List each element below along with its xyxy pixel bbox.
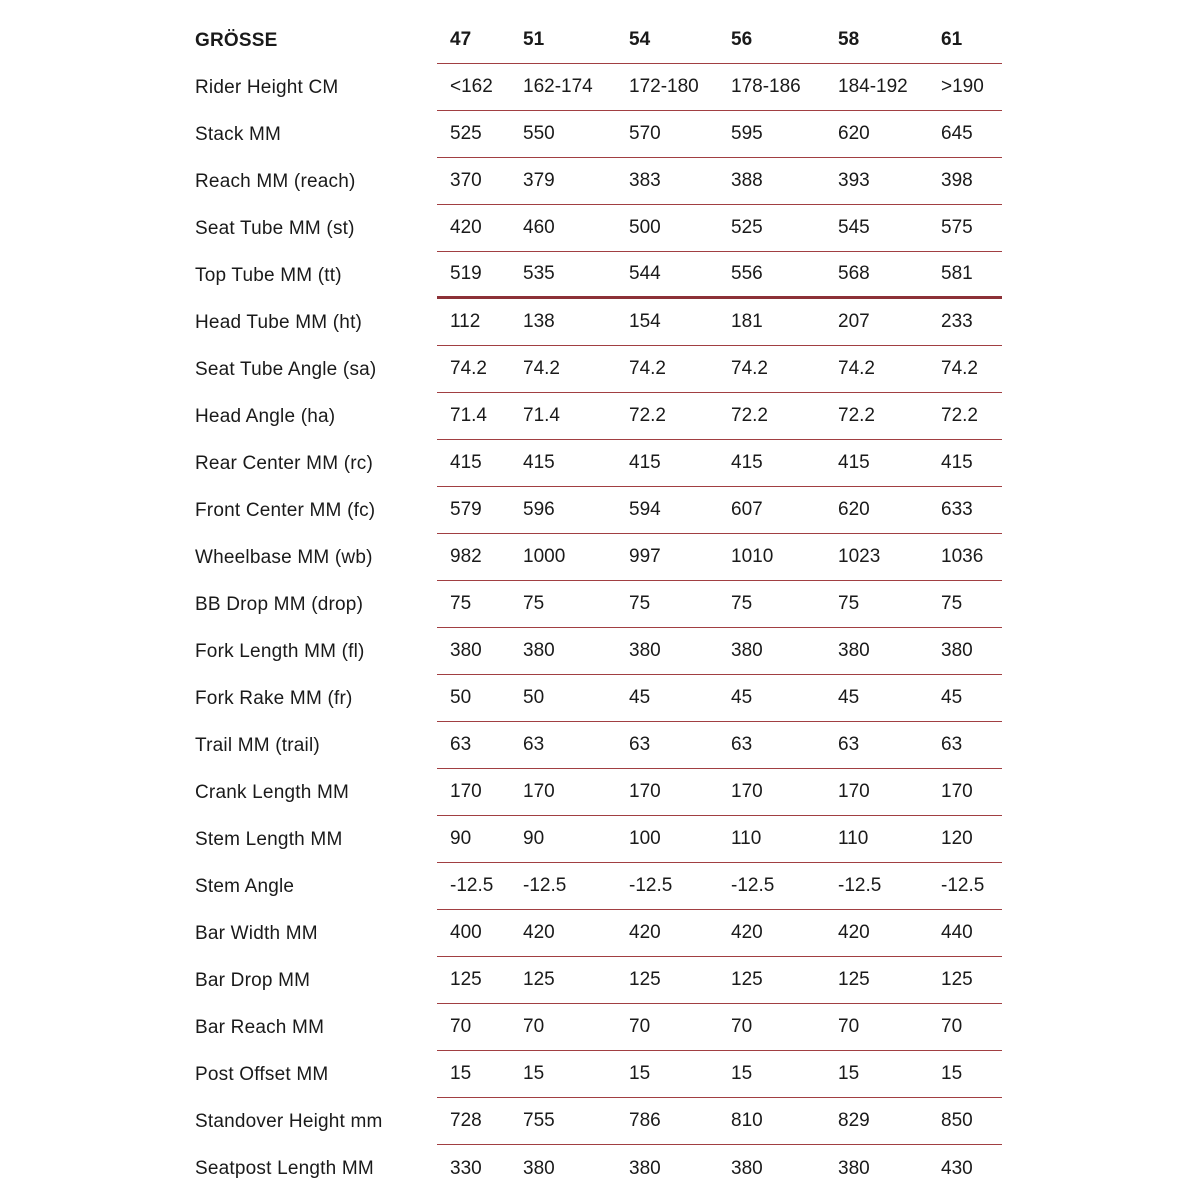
cell-value: 72.2 xyxy=(838,405,875,426)
size-column-header: 61 xyxy=(941,29,963,50)
cell-value: -12.5 xyxy=(450,875,494,896)
cell-value: 63 xyxy=(731,734,753,755)
row-label: Stack MM xyxy=(195,123,282,145)
cell-value: 420 xyxy=(838,922,870,943)
row-label: Bar Width MM xyxy=(195,922,318,944)
row-values xyxy=(437,111,1002,158)
cell-value: 620 xyxy=(838,499,870,520)
row-label: Front Center MM (fc) xyxy=(195,499,376,521)
cell-value: <162 xyxy=(450,76,493,97)
table-row xyxy=(195,722,1002,769)
cell-value: 380 xyxy=(731,640,763,661)
row-label: Wheelbase MM (wb) xyxy=(195,546,373,568)
row-values xyxy=(437,534,1002,581)
cell-value: 393 xyxy=(838,170,870,191)
cell-value: 75 xyxy=(629,593,651,614)
cell-value: 170 xyxy=(629,781,661,802)
cell-value: 755 xyxy=(523,1110,555,1131)
cell-value: 71.4 xyxy=(523,405,560,426)
size-column-header: 47 xyxy=(450,29,472,50)
cell-value: 50 xyxy=(523,687,545,708)
row-label: Post Offset MM xyxy=(195,1063,329,1085)
cell-value: 415 xyxy=(731,452,763,473)
cell-value: 850 xyxy=(941,1110,973,1131)
row-label: Stem Angle xyxy=(195,875,295,897)
row-values xyxy=(437,957,1002,1004)
cell-value: 415 xyxy=(629,452,661,473)
row-values xyxy=(437,581,1002,628)
cell-value: 162-174 xyxy=(523,76,593,97)
cell-value: 45 xyxy=(629,687,651,708)
cell-value: 170 xyxy=(941,781,973,802)
row-values xyxy=(437,863,1002,910)
cell-value: 112 xyxy=(450,311,481,332)
row-label: BB Drop MM (drop) xyxy=(195,593,364,615)
row-values xyxy=(437,1145,1002,1192)
row-label: Head Angle (ha) xyxy=(195,405,336,427)
cell-value: 72.2 xyxy=(629,405,666,426)
cell-value: 388 xyxy=(731,170,763,191)
cell-value: 380 xyxy=(838,1157,870,1179)
cell-value: 110 xyxy=(731,828,762,849)
cell-value: 75 xyxy=(450,593,472,614)
table-row xyxy=(195,581,1002,628)
cell-value: 125 xyxy=(731,969,763,990)
row-values xyxy=(437,910,1002,957)
cell-value: 50 xyxy=(450,687,472,708)
cell-value: 982 xyxy=(450,546,482,567)
row-label: Crank Length MM xyxy=(195,781,350,803)
cell-value: 110 xyxy=(838,828,869,849)
cell-value: 370 xyxy=(450,170,482,191)
size-header-values xyxy=(437,17,1002,64)
table-row xyxy=(195,1098,1002,1145)
cell-value: 645 xyxy=(941,123,973,144)
cell-value: 810 xyxy=(731,1110,763,1131)
cell-value: 15 xyxy=(629,1063,651,1084)
cell-value: 420 xyxy=(523,922,555,943)
cell-value: 380 xyxy=(941,640,973,661)
table-row xyxy=(195,487,1002,534)
table-row xyxy=(195,64,1002,111)
table-row xyxy=(195,440,1002,487)
cell-value: 330 xyxy=(450,1157,482,1179)
cell-value: 63 xyxy=(838,734,860,755)
cell-value: 430 xyxy=(941,1157,973,1179)
row-values xyxy=(437,299,1002,346)
row-values xyxy=(437,64,1002,111)
cell-value: 997 xyxy=(629,546,661,567)
row-values xyxy=(437,440,1002,487)
cell-value: 596 xyxy=(523,499,555,520)
cell-value: 380 xyxy=(523,1157,555,1179)
row-label: Bar Drop MM xyxy=(195,969,311,991)
cell-value: 15 xyxy=(941,1063,963,1084)
cell-value: 74.2 xyxy=(731,358,768,379)
table-row xyxy=(195,1145,1002,1192)
table-row xyxy=(195,769,1002,816)
cell-value: 525 xyxy=(731,217,763,238)
cell-value: 72.2 xyxy=(941,405,978,426)
row-values xyxy=(437,1098,1002,1145)
cell-value: 535 xyxy=(523,263,555,284)
cell-value: 525 xyxy=(450,123,482,144)
cell-value: 380 xyxy=(629,1157,661,1179)
table-row xyxy=(195,863,1002,910)
cell-value: 544 xyxy=(629,263,661,284)
cell-value: 184-192 xyxy=(838,76,908,97)
cell-value: 138 xyxy=(523,311,555,332)
row-label: Stem Length MM xyxy=(195,828,343,850)
row-label: Fork Rake MM (fr) xyxy=(195,687,353,709)
row-label: Rider Height CM xyxy=(195,76,339,98)
cell-value: 579 xyxy=(450,499,482,520)
cell-value: 398 xyxy=(941,170,973,191)
cell-value: 383 xyxy=(629,170,661,191)
cell-value: 74.2 xyxy=(450,358,487,379)
cell-value: 154 xyxy=(629,311,661,332)
cell-value: 45 xyxy=(838,687,860,708)
cell-value: 75 xyxy=(838,593,860,614)
table-row xyxy=(195,346,1002,393)
cell-value: 415 xyxy=(941,452,973,473)
table-row xyxy=(195,158,1002,205)
row-values xyxy=(437,675,1002,722)
cell-value: 15 xyxy=(450,1063,472,1084)
cell-value: 595 xyxy=(731,123,763,144)
table-row xyxy=(195,816,1002,863)
cell-value: 633 xyxy=(941,499,973,520)
cell-value: 380 xyxy=(838,640,870,661)
row-label: Seat Tube MM (st) xyxy=(195,217,355,239)
row-label: Head Tube MM (ht) xyxy=(195,311,363,333)
cell-value: 420 xyxy=(629,922,661,943)
table-row xyxy=(195,957,1002,1004)
cell-value: 71.4 xyxy=(450,405,487,426)
table-row xyxy=(195,299,1002,346)
cell-value: >190 xyxy=(941,76,984,97)
cell-value: 500 xyxy=(629,217,661,238)
cell-value: 90 xyxy=(523,828,545,849)
cell-value: 460 xyxy=(523,217,555,238)
cell-value: 594 xyxy=(629,499,661,520)
size-column-header: 58 xyxy=(838,29,860,50)
cell-value: 15 xyxy=(838,1063,860,1084)
table-row xyxy=(195,675,1002,722)
cell-value: 400 xyxy=(450,922,482,943)
cell-value: 63 xyxy=(941,734,963,755)
cell-value: 125 xyxy=(450,969,482,990)
cell-value: 440 xyxy=(941,922,973,943)
table-row xyxy=(195,628,1002,675)
cell-value: 1023 xyxy=(838,546,881,567)
cell-value: 380 xyxy=(523,640,555,661)
cell-value: 125 xyxy=(629,969,661,990)
row-label: Standover Height mm xyxy=(195,1110,383,1132)
cell-value: 556 xyxy=(731,263,763,284)
cell-value: 15 xyxy=(523,1063,545,1084)
row-values xyxy=(437,1051,1002,1098)
cell-value: 75 xyxy=(941,593,963,614)
cell-value: 120 xyxy=(941,828,973,849)
cell-value: 415 xyxy=(523,452,555,473)
cell-value: 74.2 xyxy=(523,358,560,379)
size-column-header: 56 xyxy=(731,29,753,50)
row-values xyxy=(437,628,1002,675)
cell-value: 125 xyxy=(523,969,555,990)
cell-value: 519 xyxy=(450,263,482,284)
cell-value: -12.5 xyxy=(629,875,673,896)
row-label: Reach MM (reach) xyxy=(195,170,356,192)
row-values xyxy=(437,1004,1002,1051)
row-values xyxy=(437,393,1002,440)
row-values xyxy=(437,816,1002,863)
table-row xyxy=(195,1004,1002,1051)
cell-value: 1036 xyxy=(941,546,984,567)
cell-value: 63 xyxy=(450,734,472,755)
cell-value: 550 xyxy=(523,123,555,144)
cell-value: 233 xyxy=(941,311,973,332)
cell-value: 570 xyxy=(629,123,661,144)
row-label: Seatpost Length MM xyxy=(195,1157,374,1179)
table-row xyxy=(195,393,1002,440)
row-label: Fork Length MM (fl) xyxy=(195,640,365,662)
cell-value: 379 xyxy=(523,170,555,191)
cell-value: -12.5 xyxy=(838,875,882,896)
cell-value: 74.2 xyxy=(838,358,875,379)
cell-value: 207 xyxy=(838,311,870,332)
cell-value: 170 xyxy=(523,781,555,802)
cell-value: 181 xyxy=(731,311,763,332)
cell-value: 380 xyxy=(731,1157,763,1179)
cell-value: 420 xyxy=(731,922,763,943)
cell-value: 100 xyxy=(629,828,661,849)
cell-value: 70 xyxy=(838,1016,860,1037)
size-column-header: 54 xyxy=(629,29,651,50)
row-label: Trail MM (trail) xyxy=(195,734,320,756)
cell-value: -12.5 xyxy=(523,875,567,896)
cell-value: 75 xyxy=(523,593,545,614)
row-label: Rear Center MM (rc) xyxy=(195,452,373,474)
cell-value: 75 xyxy=(731,593,753,614)
cell-value: 380 xyxy=(629,640,661,661)
cell-value: 90 xyxy=(450,828,472,849)
table-row xyxy=(195,252,1002,299)
cell-value: 70 xyxy=(941,1016,963,1037)
cell-value: 380 xyxy=(450,640,482,661)
cell-value: 607 xyxy=(731,499,763,520)
table-row xyxy=(195,111,1002,158)
size-header-label: GRÖSSE xyxy=(195,29,278,51)
cell-value: 172-180 xyxy=(629,76,699,97)
cell-value: 70 xyxy=(523,1016,545,1037)
table-row xyxy=(195,910,1002,957)
cell-value: 829 xyxy=(838,1110,870,1131)
cell-value: 70 xyxy=(731,1016,753,1037)
table-header-row xyxy=(195,17,1002,64)
cell-value: 420 xyxy=(450,217,482,238)
row-values xyxy=(437,158,1002,205)
row-values xyxy=(437,769,1002,816)
table-row xyxy=(195,205,1002,252)
cell-value: 72.2 xyxy=(731,405,768,426)
cell-value: 786 xyxy=(629,1110,661,1131)
cell-value: 125 xyxy=(838,969,870,990)
cell-value: 728 xyxy=(450,1110,482,1131)
cell-value: 575 xyxy=(941,217,973,238)
cell-value: 1010 xyxy=(731,546,774,567)
row-label: Bar Reach MM xyxy=(195,1016,325,1038)
cell-value: 63 xyxy=(523,734,545,755)
row-values xyxy=(437,346,1002,393)
cell-value: 170 xyxy=(450,781,482,802)
cell-value: 45 xyxy=(941,687,963,708)
cell-value: 545 xyxy=(838,217,870,238)
cell-value: 1000 xyxy=(523,546,566,567)
cell-value: 415 xyxy=(838,452,870,473)
cell-value: 74.2 xyxy=(941,358,978,379)
cell-value: 125 xyxy=(941,969,973,990)
cell-value: 70 xyxy=(629,1016,651,1037)
row-values xyxy=(437,487,1002,534)
cell-value: 15 xyxy=(731,1063,753,1084)
cell-value: 45 xyxy=(731,687,753,708)
cell-value: -12.5 xyxy=(731,875,775,896)
table-row xyxy=(195,1051,1002,1098)
cell-value: 620 xyxy=(838,123,870,144)
cell-value: -12.5 xyxy=(941,875,985,896)
cell-value: 170 xyxy=(731,781,763,802)
cell-value: 178-186 xyxy=(731,76,801,97)
cell-value: 581 xyxy=(941,263,973,284)
row-values xyxy=(437,722,1002,769)
size-column-header: 51 xyxy=(523,29,545,50)
cell-value: 70 xyxy=(450,1016,472,1037)
row-label: Seat Tube Angle (sa) xyxy=(195,358,377,380)
cell-value: 74.2 xyxy=(629,358,666,379)
cell-value: 568 xyxy=(838,263,870,284)
cell-value: 63 xyxy=(629,734,651,755)
table-row xyxy=(195,534,1002,581)
row-values xyxy=(437,205,1002,252)
row-label: Top Tube MM (tt) xyxy=(195,264,342,286)
cell-value: 170 xyxy=(838,781,870,802)
cell-value: 415 xyxy=(450,452,482,473)
row-values xyxy=(437,252,1002,299)
